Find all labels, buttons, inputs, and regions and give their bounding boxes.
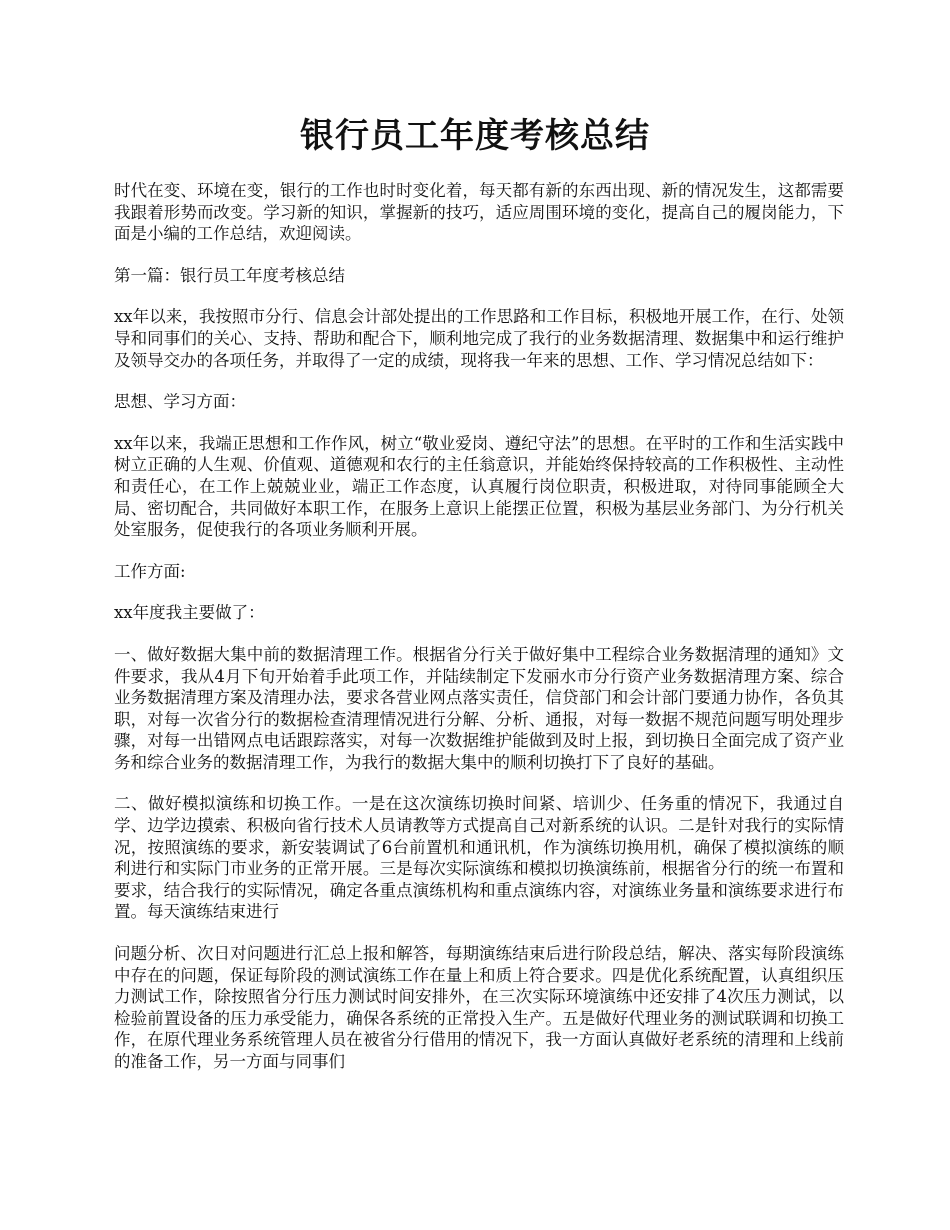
paragraph-problem-analysis: 问题分析、次日对问题进行汇总上报和解答，每期演练结束后进行阶段总结，解决、落实每阶段演练中存在的问题，保证每阶段的测试演练工作在量上和质上符合要求。四是优化系统配置，认真组织压力测试工作，除按照省分行压力测试时间安排外，在三次实际环境演练中还安排了4次压力测试，以检验前置设备的压力承受能力，确保各系统的正常投入生产。五是做好代理业务的测试联调和切换工作，在原代理业务系统管理人员在被省分行借用的情况下，我一方面认真做好老系统的清理和上线前的准备工作，另一方面与同事们 <box>114 944 844 1071</box>
paragraph-intro: 时代在变、环境在变，银行的工作也时时变化着，每天都有新的东西出现、新的情况发生，这都需要我跟着形势而改变。学习新的知识，掌握新的技巧，适应周围环境的变化，提高自己的履岗能力，下面是小编的工作总结，欢迎阅读。 <box>114 181 844 244</box>
paragraph-data-cleanup: 一、做好数据大集中前的数据清理工作。根据省分行关于做好集中工程综合业务数据清理的通知》文件要求，我从4月下旬开始着手此项工作，并陆续制定下发丽水市分行资产业务数据清理方案、综合业务数据清理方案及清理办法，要求各营业网点落实责任，信贷部门和会计部门要通力协作，各负其职，对每一次省分行的数据检查清理情况进行分解、分析、通报，对每一数据不规范问题写明处理步骤，对每一出错网点电话跟踪落实，对每一次数据维护能做到及时上报，到切换日全面完成了资产业务和综合业务的数据清理工作，为我行的数据大集中的顺利切换打下了良好的基础。 <box>114 644 844 772</box>
paragraph-drill-switchover: 二、做好模拟演练和切换工作。一是在这次演练切换时间紧、培训少、任务重的情况下，我通过自学、边学边摸索、积极向省行技术人员请教等方式提高自己对新系统的认识。二是针对我行的实际情况，按照演练的要求，新安装调试了6台前置机和通讯机，作为演练切换用机，确保了模拟演练的顺利进行和实际门市业务的正常开展。三是每次实际演练和模拟切换演练前，根据省分行的统一布置和要求，结合我行的实际情况，确定各重点演练机构和重点演练内容，对演练业务量和演练要求进行布置。每天演练结束进行 <box>114 794 844 922</box>
paragraph-overview: xx年以来，我按照市分行、信息会计部处提出的工作思路和工作目标，积极地开展工作，在行、处领导和同事们的关心、支持、帮助和配合下，顺利地完成了我行的业务数据清理、数据集中和运行维护及领导交办的各项任务，并取得了一定的成绩，现将我一年来的思想、工作、学习情况总结如下： <box>114 307 844 370</box>
section-heading-thought-study: 思想、学习方面： <box>114 392 246 412</box>
document-body <box>114 180 844 1093</box>
section-heading-work: 工作方面: <box>114 561 186 581</box>
section-heading-first: 第一篇：银行员工年度考核总结 <box>114 265 345 285</box>
paragraph-thought-study: xx年以来，我端正思想和工作作风，树立“敬业爱岗、遵纪守法”的思想。在平时的工作和生活实践中树立正确的人生观、价值观、道德观和农行的主任翁意识，并能始终保持较高的工作积极性、主动性和责任心，在工作上兢兢业业，端正工作态度，认真履行岗位职责，积极进取，对待同事能顾全大局、密切配合，共同做好本职工作，在服务上意识上能摆正位置，积极为基层业务部门、为分行机关处室服务，促使我行的各项业务顺利开展。 <box>114 433 844 540</box>
paragraph-work-lead: xx年度我主要做了： <box>114 603 265 623</box>
document-title: 银行员工年度考核总结 <box>300 116 650 156</box>
